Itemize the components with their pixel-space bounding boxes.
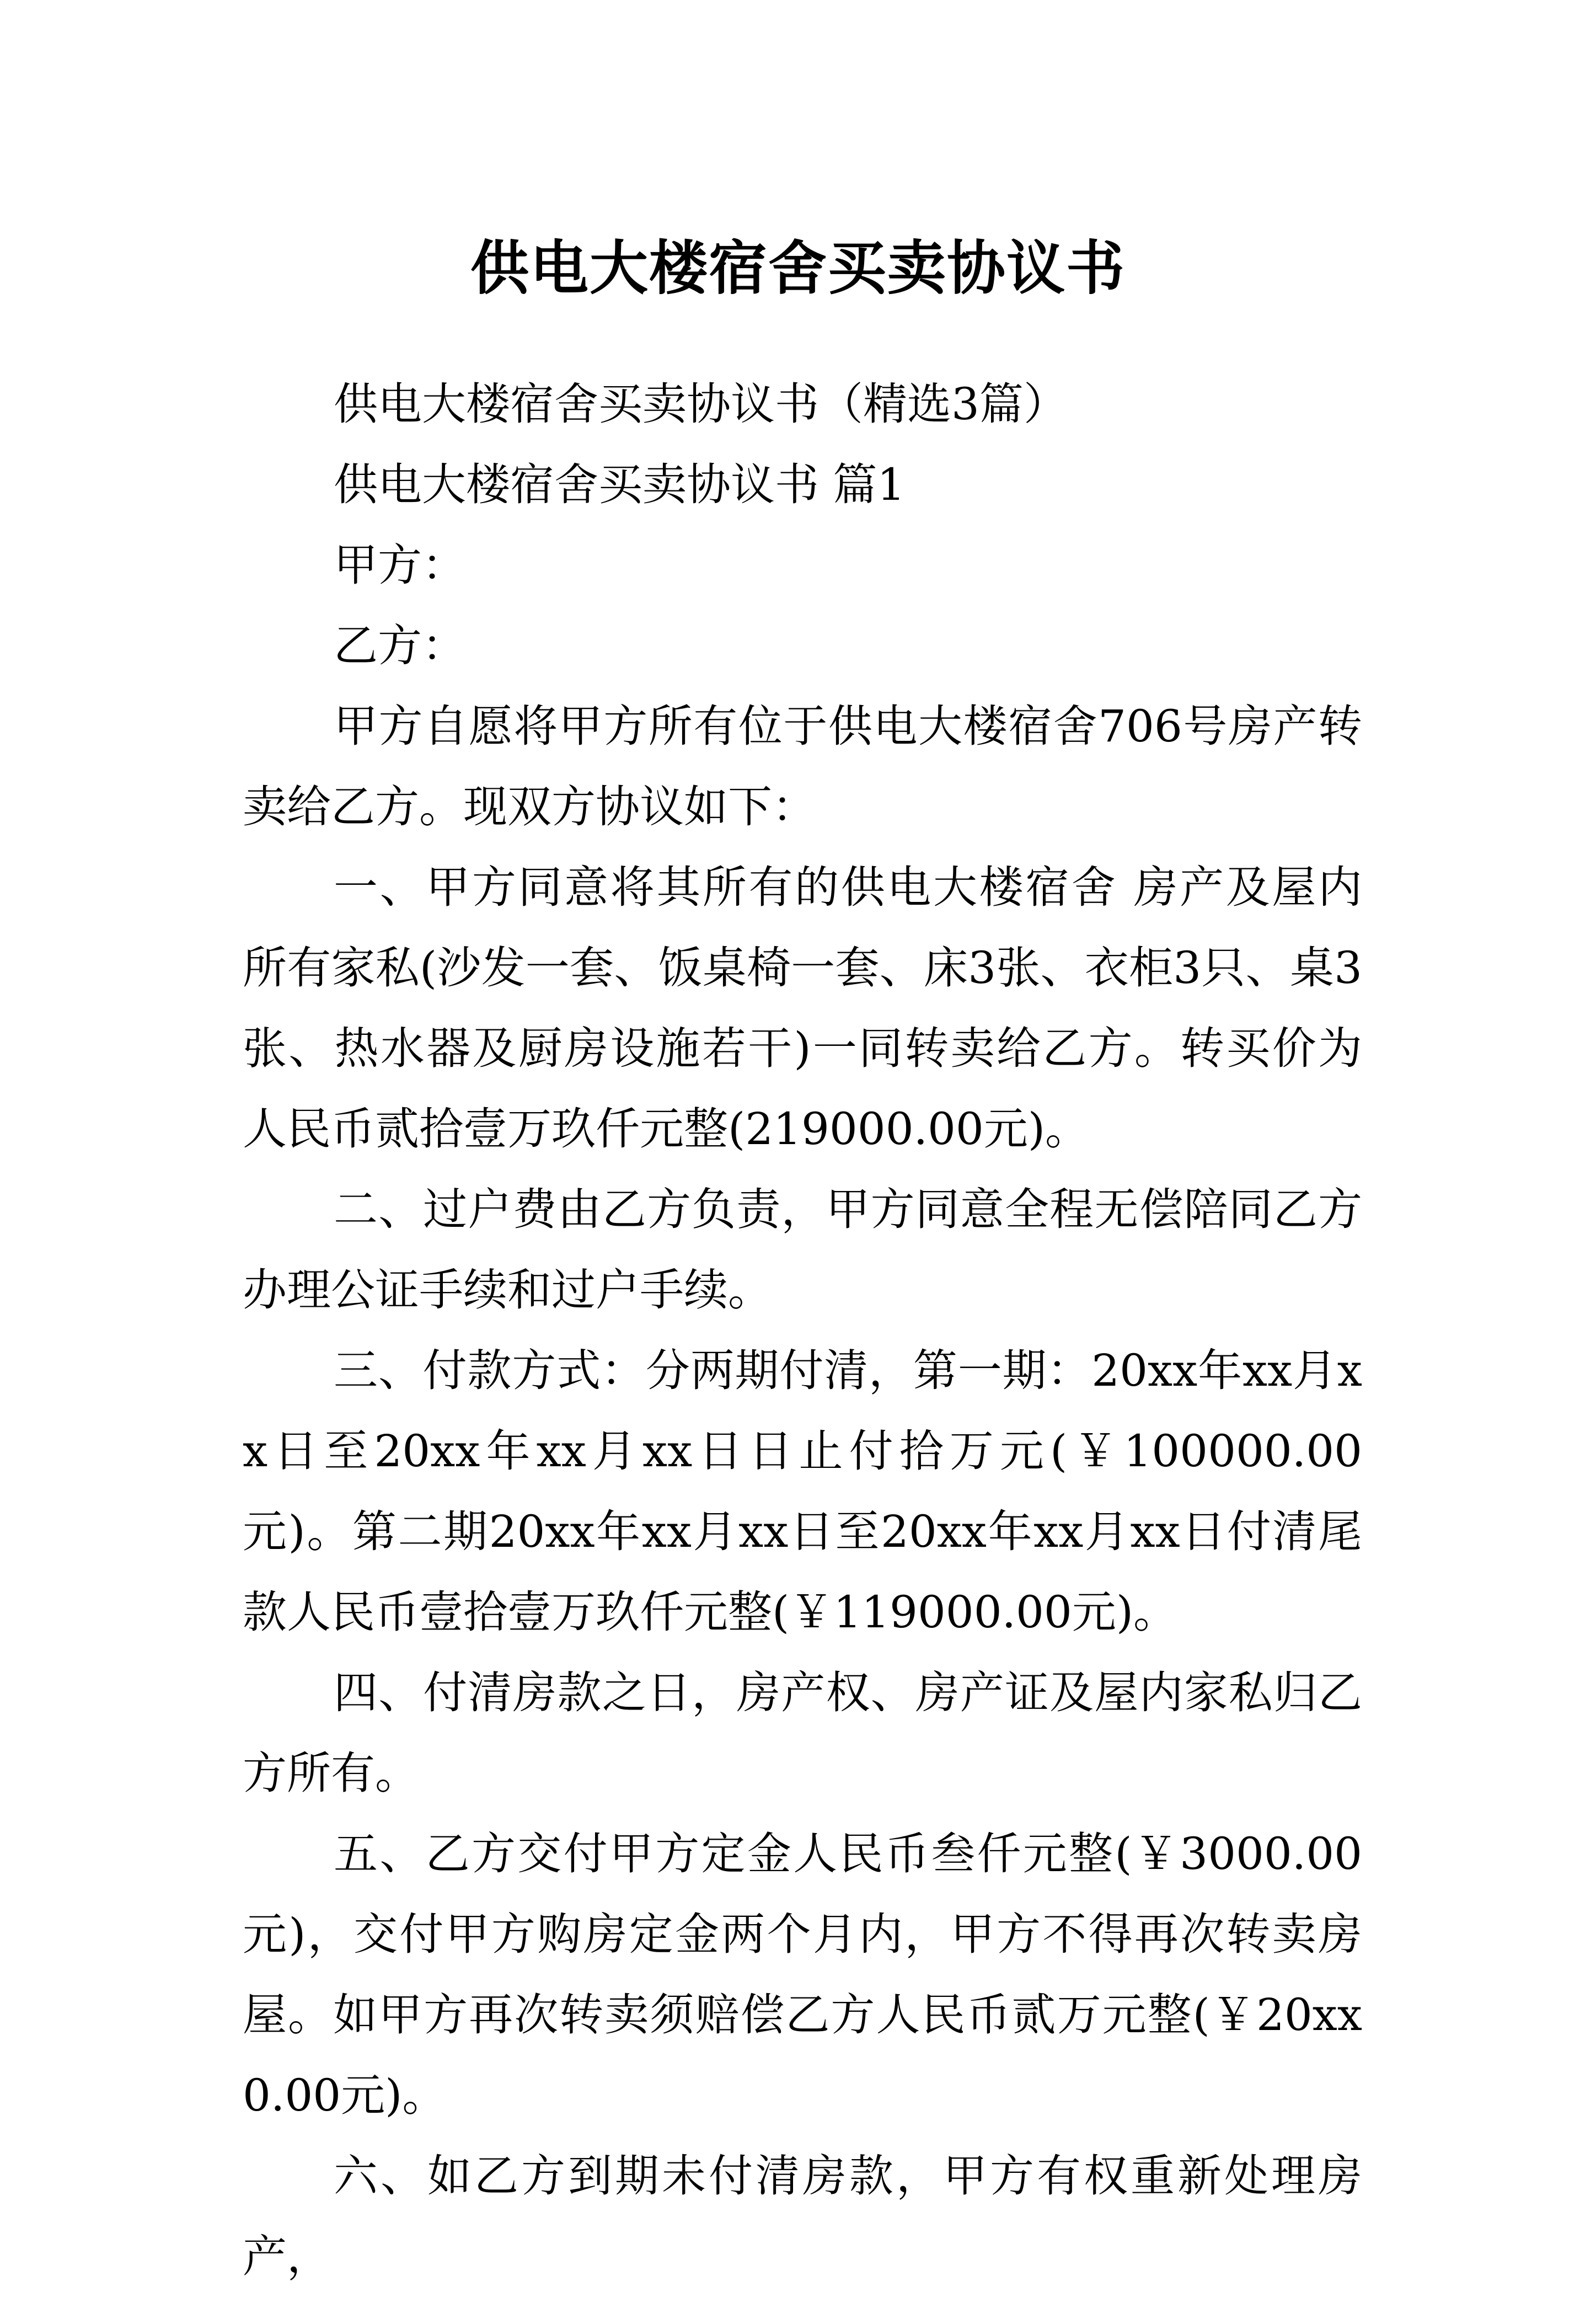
subtitle-paragraph: 供电大楼宿舍买卖协议书（精选3篇） [334,378,1068,430]
clause-2-paragraph: 二、过户费由乙方负责，甲方同意全程无偿陪同乙方办理公证手续和过户手续。 [243,1184,1362,1316]
section-heading: 供电大楼宿舍买卖协议书 篇1 [334,459,906,510]
document-body [243,364,1362,2297]
clause-3-paragraph: 三、付款方式：分两期付清，第一期：20xx年xx月xx日至20xx年xx月xx日日止付拾万元(￥100000.00元)。第二期20xx年xx月xx日至20xx年xx月xx日付清尾款人民币壹拾壹万玖仟元整(￥119000.00元)。 [243,1345,1362,1638]
clause-1-paragraph: 一、甲方同意将其所有的供电大楼宿舍 房产及屋内所有家私(沙发一套、饭桌椅一套、床3张、衣柜3只、桌3张、热水器及厨房设施若干)一同转卖给乙方。转买价为人民币贰拾壹万玖仟元整(219000.00元)。 [243,862,1362,1155]
intro-paragraph: 甲方自愿将甲方所有位于供电大楼宿舍706号房产转卖给乙方。现双方协议如下： [243,701,1362,832]
clause-5-paragraph: 五、乙方交付甲方定金人民币叁仟元整(￥3000.00元)，交付甲方购房定金两个月内，甲方不得再次转卖房屋。如甲方再次转卖须赔偿乙方人民币贰万元整(￥20xx0.00元)。 [243,1828,1362,2121]
party-a-line: 甲方： [334,539,466,591]
clause-4-paragraph: 四、付清房款之日，房产权、房产证及屋内家私归乙方所有。 [243,1667,1362,1799]
clause-6-paragraph: 六、如乙方到期未付清房款，甲方有权重新处理房产， [243,2150,1362,2282]
document-title: 供电大楼宿舍买卖协议书 [470,233,1126,303]
party-b-line: 乙方： [334,620,466,671]
